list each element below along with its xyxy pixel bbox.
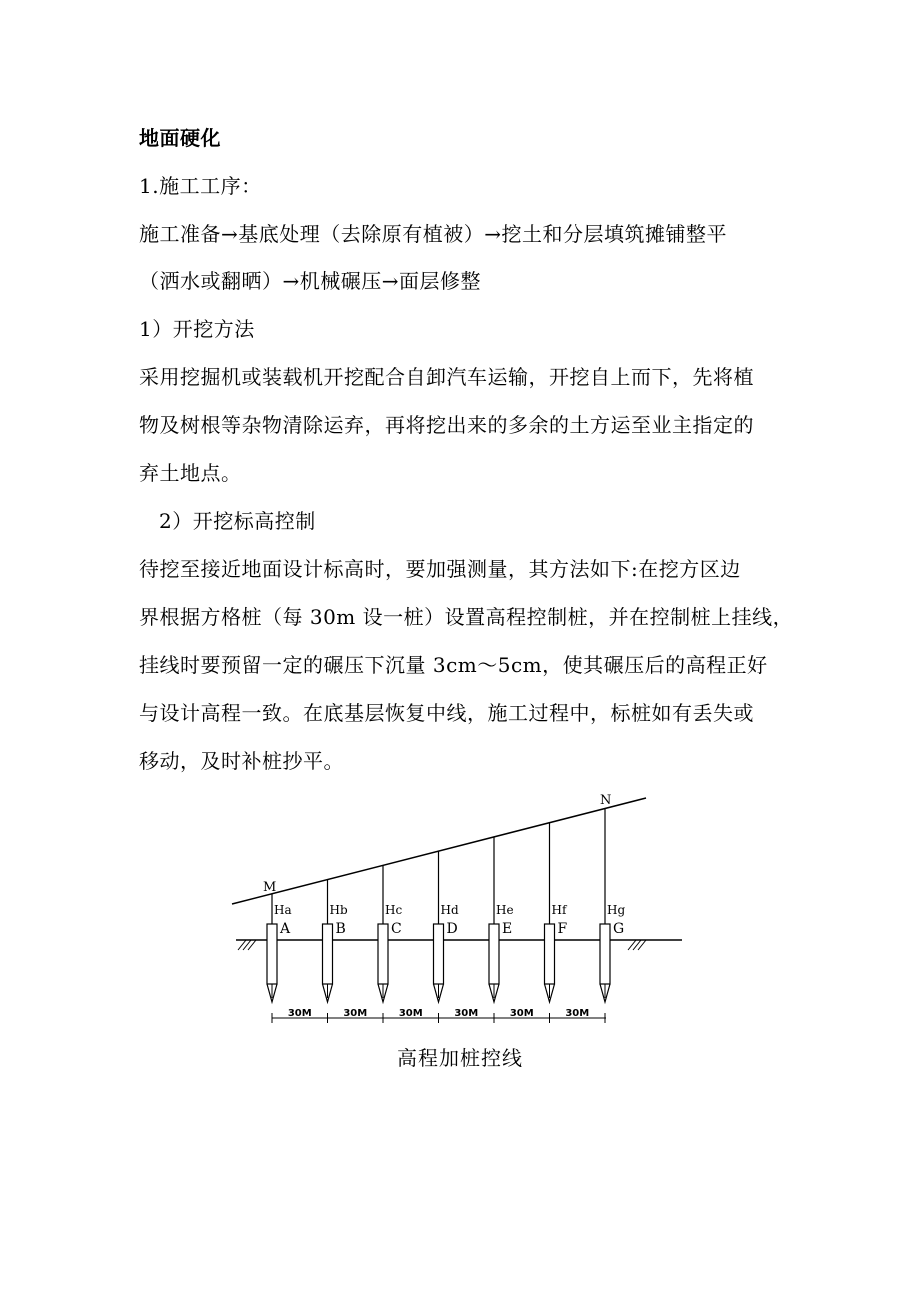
stake-letter-label: F xyxy=(557,921,568,937)
stake-letter-label: A xyxy=(280,921,291,937)
stake-letter-label: C xyxy=(391,921,402,937)
stake-D xyxy=(434,851,459,1023)
control-line-start-label: M xyxy=(263,880,277,895)
stake-letter-label: G xyxy=(613,921,625,937)
stake-height-label: Ha xyxy=(274,903,292,917)
spacing-label: 30M xyxy=(287,1008,312,1019)
elevation-paragraph-line-5: 移动，及时补桩抄平。 xyxy=(139,749,344,773)
stake-G xyxy=(600,808,625,1023)
section-construction-process: 1.施工工序： xyxy=(139,174,262,198)
stake-C xyxy=(378,865,402,1023)
spacing-label: 30M xyxy=(509,1008,534,1019)
stake-body xyxy=(267,924,277,984)
elevation-stake-diagram xyxy=(0,780,920,1040)
stake-height-label: Hb xyxy=(329,903,348,917)
stake-F xyxy=(545,823,568,1023)
stake-body xyxy=(323,924,333,984)
process-flow-line-2: （洒水或翻晒）→机械碾压→面层修整 xyxy=(139,269,482,293)
stake-letter-label: D xyxy=(446,921,458,937)
elevation-paragraph-line-4: 与设计高程一致。在底基层恢复中线，施工过程中，标桩如有丢失或 xyxy=(139,701,754,725)
control-line-end-label: N xyxy=(600,793,612,808)
stake-group xyxy=(267,808,625,1023)
spacing-label: 30M xyxy=(343,1008,368,1019)
stake-E xyxy=(489,837,514,1023)
stake-height-label: Hd xyxy=(440,903,459,917)
elevation-paragraph-line-2: 界根据方格桩（每 30m 设一桩）设置高程控制桩，并在控制桩上挂线， xyxy=(139,605,794,629)
spacing-label: 30M xyxy=(454,1008,479,1019)
document-title: 地面硬化 xyxy=(139,126,221,150)
spacing-label: 30M xyxy=(565,1008,590,1019)
elevation-paragraph-line-3: 挂线时要预留一定的碾压下沉量 3cm～5cm，使其碾压后的高程正好 xyxy=(139,653,768,677)
stake-body xyxy=(600,924,610,984)
stake-letter-label: E xyxy=(502,921,513,937)
excavation-paragraph-line-1: 采用挖掘机或装载机开挖配合自卸汽车运输，开挖自上而下，先将植 xyxy=(139,365,754,389)
stake-height-label: Hc xyxy=(385,903,403,917)
subheading-excavation-method: 1）开挖方法 xyxy=(139,317,255,341)
stake-height-label: Hf xyxy=(551,903,567,917)
ground-hatch-left xyxy=(238,940,256,950)
stake-height-label: He xyxy=(496,903,514,917)
stake-body xyxy=(545,924,555,984)
stake-letter-label: B xyxy=(335,921,346,937)
spacing-label: 30M xyxy=(398,1008,423,1019)
stake-A xyxy=(267,894,292,1023)
elevation-paragraph-line-1: 待挖至接近地面设计标高时，要加强测量，其方法如下:在挖方区边 xyxy=(139,557,741,581)
ground-hatch-right xyxy=(628,940,646,950)
diagram-caption: 高程加桩控线 xyxy=(397,1046,523,1070)
stake-body xyxy=(434,924,444,984)
stake-height-label: Hg xyxy=(607,903,626,917)
stake-body xyxy=(489,924,499,984)
subheading-elevation-control: 2）开挖标高控制 xyxy=(159,509,316,533)
stake-body xyxy=(378,924,388,984)
excavation-paragraph-line-3: 弃土地点。 xyxy=(139,461,242,485)
process-flow-line-1: 施工准备→基底处理（去除原有植被）→挖土和分层填筑摊铺整平 xyxy=(139,222,728,246)
excavation-paragraph-line-2: 物及树根等杂物清除运弃，再将挖出来的多余的土方运至业主指定的 xyxy=(139,413,754,437)
stake-B xyxy=(323,880,348,1023)
